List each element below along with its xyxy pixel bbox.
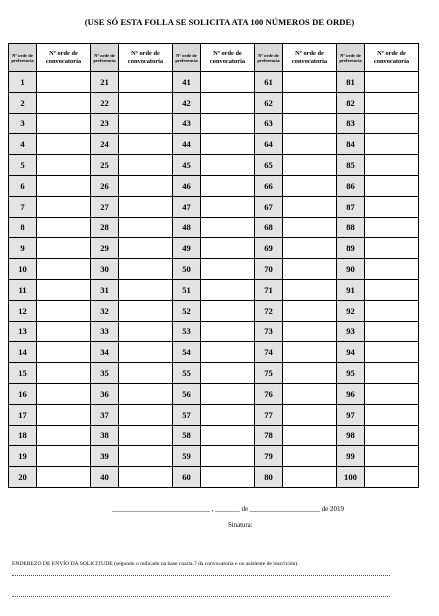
convocation-number-field[interactable]: [365, 238, 419, 259]
header-convocation: Nº orde de convocatoria: [201, 44, 255, 72]
header-convocation: Nº orde de convocatoria: [119, 44, 173, 72]
convocation-number-field[interactable]: [283, 404, 337, 425]
preference-number: 35: [91, 363, 119, 384]
preference-number: 100: [337, 467, 365, 488]
convocation-number-field[interactable]: [37, 217, 91, 238]
convocation-number-field[interactable]: [119, 446, 173, 467]
place-date-line: ____________________________ , _______ de ____________________ de 2019: [112, 505, 344, 513]
preference-number: 89: [337, 238, 365, 259]
convocation-number-field[interactable]: [119, 113, 173, 134]
preference-number: 81: [337, 72, 365, 93]
preference-number: 80: [255, 467, 283, 488]
preference-number: 56: [173, 383, 201, 404]
preference-number: 70: [255, 259, 283, 280]
table-row: [9, 300, 419, 321]
convocation-number-field[interactable]: [283, 259, 337, 280]
preference-number: 20: [9, 467, 37, 488]
convocation-number-field[interactable]: [201, 259, 255, 280]
convocation-number-field[interactable]: [283, 72, 337, 93]
preference-number: 37: [91, 404, 119, 425]
convocation-number-field[interactable]: [365, 363, 419, 384]
preference-number: 5: [9, 155, 37, 176]
convocation-number-field[interactable]: [283, 113, 337, 134]
order-numbers-table: [8, 43, 419, 488]
convocation-number-field[interactable]: [365, 155, 419, 176]
convocation-number-field[interactable]: [365, 321, 419, 342]
convocation-number-field[interactable]: [365, 342, 419, 363]
convocation-number-field[interactable]: [365, 383, 419, 404]
convocation-number-field[interactable]: [37, 259, 91, 280]
table-row: [9, 238, 419, 259]
convocation-number-field[interactable]: [119, 404, 173, 425]
convocation-number-field[interactable]: [119, 383, 173, 404]
header-preference: Nº orde de preferencia: [173, 44, 201, 72]
header-preference: Nº orde de preferencia: [9, 44, 37, 72]
preference-number: 1: [9, 72, 37, 93]
preference-number: 36: [91, 383, 119, 404]
table-row: [9, 217, 419, 238]
convocation-number-field[interactable]: [37, 383, 91, 404]
preference-number: 3: [9, 113, 37, 134]
convocation-number-field[interactable]: [201, 238, 255, 259]
convocation-number-field[interactable]: [37, 300, 91, 321]
preference-number: 62: [255, 92, 283, 113]
convocation-number-field[interactable]: [119, 259, 173, 280]
preference-number: 14: [9, 342, 37, 363]
preference-number: 32: [91, 300, 119, 321]
convocation-number-field[interactable]: [365, 92, 419, 113]
table-header-row: [9, 44, 419, 72]
table-row: [9, 321, 419, 342]
convocation-number-field[interactable]: [283, 92, 337, 113]
convocation-number-field[interactable]: [201, 321, 255, 342]
convocation-number-field[interactable]: [201, 425, 255, 446]
convocation-number-field[interactable]: [201, 113, 255, 134]
convocation-number-field[interactable]: [365, 425, 419, 446]
convocation-number-field[interactable]: [119, 196, 173, 217]
preference-number: 23: [91, 113, 119, 134]
convocation-number-field[interactable]: [201, 300, 255, 321]
preference-number: 45: [173, 155, 201, 176]
convocation-number-field[interactable]: [201, 72, 255, 93]
header-convocation: Nº orde de convocatoria: [37, 44, 91, 72]
convocation-number-field[interactable]: [37, 321, 91, 342]
table-row: [9, 425, 419, 446]
convocation-number-field[interactable]: [37, 72, 91, 93]
convocation-number-field[interactable]: [201, 467, 255, 488]
preference-number: 30: [91, 259, 119, 280]
preference-number: 72: [255, 300, 283, 321]
convocation-number-field[interactable]: [119, 92, 173, 113]
convocation-number-field[interactable]: [119, 300, 173, 321]
convocation-number-field[interactable]: [201, 446, 255, 467]
convocation-number-field[interactable]: [201, 155, 255, 176]
convocation-number-field[interactable]: [201, 196, 255, 217]
table-row: [9, 113, 419, 134]
convocation-number-field[interactable]: [283, 425, 337, 446]
header-convocation: Nº orde de convocatoria: [365, 44, 419, 72]
convocation-number-field[interactable]: [119, 155, 173, 176]
page-title: (USE SÓ ESTA FOLLA SE SOLICITA ATA 100 NÚMEROS DE ORDE): [84, 17, 355, 27]
preference-number: 73: [255, 321, 283, 342]
preference-number: 66: [255, 175, 283, 196]
preference-number: 78: [255, 425, 283, 446]
preference-number: 99: [337, 446, 365, 467]
preference-number: 7: [9, 196, 37, 217]
convocation-number-field[interactable]: [365, 113, 419, 134]
preference-number: 75: [255, 363, 283, 384]
preference-number: 82: [337, 92, 365, 113]
address-label: ENDEREZO DE ENVÍO DA SOLICITUDE (segundo o indicado na base cuarta.7 da convocatoria e no asistente de inscrición).: [12, 561, 299, 567]
convocation-number-field[interactable]: [119, 342, 173, 363]
preference-number: 49: [173, 238, 201, 259]
table-row: [9, 155, 419, 176]
preference-number: 13: [9, 321, 37, 342]
preference-number: 57: [173, 404, 201, 425]
convocation-number-field[interactable]: [201, 404, 255, 425]
table-row: [9, 196, 419, 217]
convocation-number-field[interactable]: [37, 134, 91, 155]
table-row: [9, 342, 419, 363]
convocation-number-field[interactable]: [365, 196, 419, 217]
preference-number: 76: [255, 383, 283, 404]
preference-number: 11: [9, 279, 37, 300]
preference-number: 84: [337, 134, 365, 155]
preference-number: 61: [255, 72, 283, 93]
preference-number: 43: [173, 113, 201, 134]
convocation-number-field[interactable]: [119, 72, 173, 93]
preference-number: 28: [91, 217, 119, 238]
convocation-number-field[interactable]: [119, 134, 173, 155]
convocation-number-field[interactable]: [283, 238, 337, 259]
convocation-number-field[interactable]: [283, 342, 337, 363]
convocation-number-field[interactable]: [37, 446, 91, 467]
preference-number: 74: [255, 342, 283, 363]
convocation-number-field[interactable]: [37, 238, 91, 259]
preference-number: 68: [255, 217, 283, 238]
address-line-1[interactable]: [12, 575, 390, 576]
preference-number: 2: [9, 92, 37, 113]
table-row: [9, 279, 419, 300]
table-row: [9, 72, 419, 93]
convocation-number-field[interactable]: [201, 134, 255, 155]
table-row: [9, 467, 419, 488]
convocation-number-field[interactable]: [283, 446, 337, 467]
convocation-number-field[interactable]: [119, 425, 173, 446]
preference-number: 71: [255, 279, 283, 300]
preference-number: 88: [337, 217, 365, 238]
table-row: [9, 363, 419, 384]
convocation-number-field[interactable]: [365, 217, 419, 238]
convocation-number-field[interactable]: [365, 279, 419, 300]
convocation-number-field[interactable]: [201, 279, 255, 300]
preference-number: 96: [337, 383, 365, 404]
convocation-number-field[interactable]: [37, 155, 91, 176]
preference-number: 41: [173, 72, 201, 93]
convocation-number-field[interactable]: [283, 175, 337, 196]
preference-number: 46: [173, 175, 201, 196]
preference-number: 77: [255, 404, 283, 425]
preference-number: 92: [337, 300, 365, 321]
convocation-number-field[interactable]: [37, 425, 91, 446]
table-row: [9, 175, 419, 196]
preference-number: 40: [91, 467, 119, 488]
preference-number: 58: [173, 425, 201, 446]
convocation-number-field[interactable]: [283, 279, 337, 300]
convocation-number-field[interactable]: [201, 363, 255, 384]
convocation-number-field[interactable]: [283, 363, 337, 384]
signature-label: Sinatura:: [228, 522, 253, 529]
preference-number: 16: [9, 383, 37, 404]
convocation-number-field[interactable]: [119, 363, 173, 384]
preference-number: 52: [173, 300, 201, 321]
convocation-number-field[interactable]: [201, 175, 255, 196]
preference-number: 97: [337, 404, 365, 425]
preference-number: 69: [255, 238, 283, 259]
preference-number: 25: [91, 155, 119, 176]
preference-number: 24: [91, 134, 119, 155]
preference-number: 65: [255, 155, 283, 176]
table-row: [9, 404, 419, 425]
preference-number: 67: [255, 196, 283, 217]
convocation-number-field[interactable]: [283, 134, 337, 155]
convocation-number-field[interactable]: [365, 175, 419, 196]
preference-number: 83: [337, 113, 365, 134]
table-row: [9, 92, 419, 113]
table-row: [9, 383, 419, 404]
convocation-number-field[interactable]: [365, 300, 419, 321]
preference-number: 33: [91, 321, 119, 342]
preference-number: 91: [337, 279, 365, 300]
preference-number: 51: [173, 279, 201, 300]
preference-number: 94: [337, 342, 365, 363]
convocation-number-field[interactable]: [201, 92, 255, 113]
preference-number: 6: [9, 175, 37, 196]
preference-number: 4: [9, 134, 37, 155]
convocation-number-field[interactable]: [365, 467, 419, 488]
preference-number: 15: [9, 363, 37, 384]
preference-number: 31: [91, 279, 119, 300]
preference-number: 38: [91, 425, 119, 446]
preference-number: 60: [173, 467, 201, 488]
convocation-number-field[interactable]: [37, 113, 91, 134]
preference-number: 27: [91, 196, 119, 217]
convocation-number-field[interactable]: [119, 217, 173, 238]
convocation-number-field[interactable]: [37, 92, 91, 113]
preference-number: 22: [91, 92, 119, 113]
convocation-number-field[interactable]: [201, 342, 255, 363]
preference-number: 93: [337, 321, 365, 342]
preference-number: 19: [9, 446, 37, 467]
convocation-number-field[interactable]: [283, 196, 337, 217]
preference-number: 39: [91, 446, 119, 467]
convocation-number-field[interactable]: [37, 404, 91, 425]
preference-number: 10: [9, 259, 37, 280]
convocation-number-field[interactable]: [37, 363, 91, 384]
preference-number: 17: [9, 404, 37, 425]
preference-number: 48: [173, 217, 201, 238]
convocation-number-field[interactable]: [283, 321, 337, 342]
convocation-number-field[interactable]: [119, 467, 173, 488]
convocation-number-field[interactable]: [365, 259, 419, 280]
convocation-number-field[interactable]: [365, 404, 419, 425]
convocation-number-field[interactable]: [37, 279, 91, 300]
preference-number: 63: [255, 113, 283, 134]
preference-number: 85: [337, 155, 365, 176]
preference-number: 26: [91, 175, 119, 196]
preference-number: 55: [173, 363, 201, 384]
preference-number: 12: [9, 300, 37, 321]
preference-number: 98: [337, 425, 365, 446]
convocation-number-field[interactable]: [119, 321, 173, 342]
preference-number: 79: [255, 446, 283, 467]
table-row: [9, 259, 419, 280]
preference-number: 90: [337, 259, 365, 280]
preference-number: 29: [91, 238, 119, 259]
convocation-number-field[interactable]: [119, 279, 173, 300]
preference-number: 50: [173, 259, 201, 280]
table-row: [9, 446, 419, 467]
preference-number: 42: [173, 92, 201, 113]
preference-number: 59: [173, 446, 201, 467]
preference-number: 21: [91, 72, 119, 93]
preference-number: 18: [9, 425, 37, 446]
preference-number: 8: [9, 217, 37, 238]
preference-number: 54: [173, 342, 201, 363]
header-convocation: Nº orde de convocatoria: [283, 44, 337, 72]
preference-number: 9: [9, 238, 37, 259]
convocation-number-field[interactable]: [201, 383, 255, 404]
table-row: [9, 134, 419, 155]
convocation-number-field[interactable]: [37, 175, 91, 196]
convocation-number-field[interactable]: [283, 383, 337, 404]
preference-number: 44: [173, 134, 201, 155]
convocation-number-field[interactable]: [365, 134, 419, 155]
preference-number: 34: [91, 342, 119, 363]
header-preference: Nº orde de preferencia: [337, 44, 365, 72]
header-preference: Nº orde de preferencia: [91, 44, 119, 72]
preference-number: 53: [173, 321, 201, 342]
convocation-number-field[interactable]: [283, 217, 337, 238]
convocation-number-field[interactable]: [119, 238, 173, 259]
convocation-number-field[interactable]: [37, 342, 91, 363]
convocation-number-field[interactable]: [283, 300, 337, 321]
preference-number: 86: [337, 175, 365, 196]
preference-number: 87: [337, 196, 365, 217]
address-line-2[interactable]: [12, 596, 390, 597]
convocation-number-field[interactable]: [201, 217, 255, 238]
preference-number: 95: [337, 363, 365, 384]
preference-number: 47: [173, 196, 201, 217]
convocation-number-field[interactable]: [283, 155, 337, 176]
convocation-number-field[interactable]: [365, 72, 419, 93]
convocation-number-field[interactable]: [37, 467, 91, 488]
preference-number: 64: [255, 134, 283, 155]
convocation-number-field[interactable]: [37, 196, 91, 217]
convocation-number-field[interactable]: [283, 467, 337, 488]
convocation-number-field[interactable]: [365, 446, 419, 467]
convocation-number-field[interactable]: [119, 175, 173, 196]
header-preference: Nº orde de preferencia: [255, 44, 283, 72]
